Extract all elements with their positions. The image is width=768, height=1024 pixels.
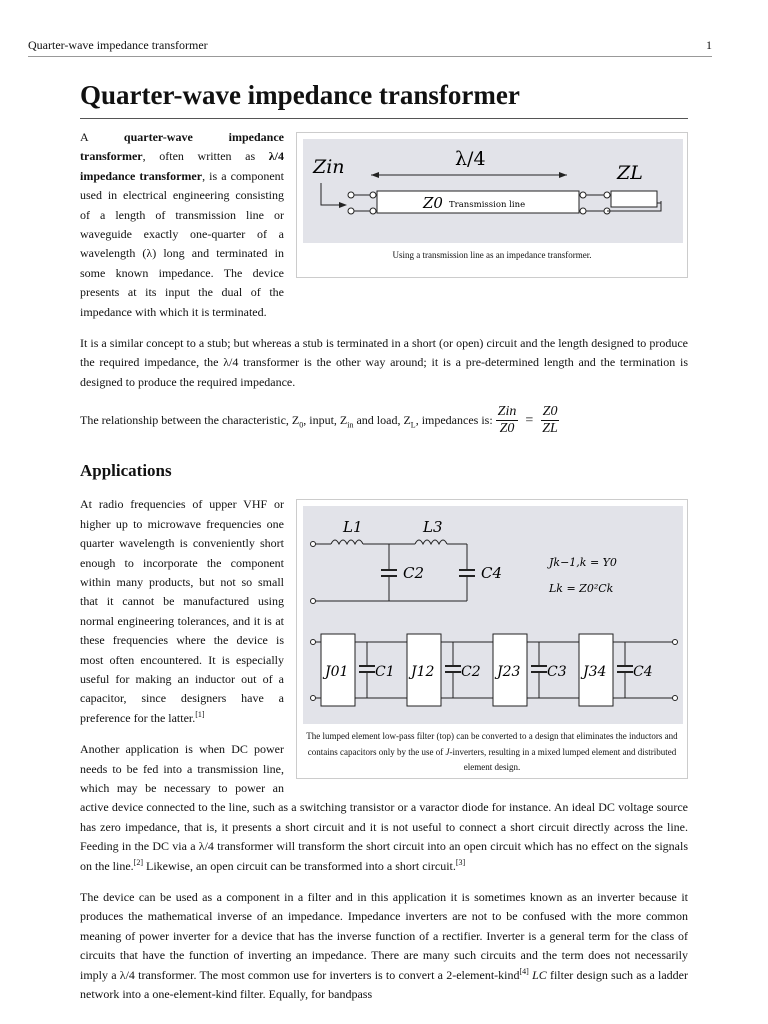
caption2-j: J [445, 746, 450, 757]
figure2-caption [303, 729, 681, 776]
transmission-line-diagram [303, 139, 683, 243]
terminal-in-bottom [348, 208, 354, 214]
inductor-l3 [415, 540, 447, 544]
eq-zin: Zin [497, 404, 517, 420]
eq-zl: ZL [542, 421, 558, 437]
terminal-in-top [348, 192, 354, 198]
running-title: Quarter-wave impedance transformer [28, 38, 208, 52]
j23-label: J23 [497, 664, 521, 681]
caption2-a: The lumped element low-pass filter (top) can be converted to a design that eliminates the inductors and contains capacitors only by the use of [306, 731, 678, 757]
applications-heading: Applications [80, 461, 172, 481]
eq-z0-right: Z0 [542, 404, 558, 420]
lambda-label: λ/4 [455, 148, 486, 170]
terminal-tl-top-left [370, 192, 376, 198]
zl-label: ZL [617, 162, 643, 184]
ref-4[interactable]: [4] [519, 966, 529, 976]
rel-sub-0: 0 [299, 420, 304, 430]
bc3-label: C3 [547, 664, 567, 681]
capacitance-equation: Lk = Z0²Ck [549, 582, 614, 596]
rel-t1: The relationship between the characteristic, Z [80, 413, 300, 428]
rel-sub-in: in [347, 420, 354, 430]
input-arrowhead [339, 202, 347, 208]
app-p3-lc: LC [532, 967, 547, 982]
inverter-equation: Jk−1,k = Y0 [549, 556, 617, 570]
bc4-label: C4 [633, 664, 653, 681]
article-body [80, 128, 688, 1016]
impedance-relationship [80, 404, 688, 437]
app-p2-text-a: Another application is when DC power needs to be fed into a transmission line, which may be necessary to power an active device connected to the line, such as a switching transistor or a varactor diode for instance. An ideal DC voltage source has zero impedance, that is, it presents a short circuit and it is not useful to connect a short circuit directly across the line. Feeding in the DC via a λ/4 transformer will transform the short circuit into an open circuit which has no effect on the signals on the line. [80, 742, 688, 873]
page-number: 1 [706, 38, 712, 52]
top-in-terminal [311, 542, 316, 547]
ref-3[interactable]: [3] [455, 857, 466, 867]
bc2-label: C2 [461, 664, 481, 681]
bottom-in-terminal [311, 599, 316, 604]
figure1-caption: Using a transmission line as an impedance transformer. [392, 250, 592, 260]
load-resistor [611, 191, 657, 207]
zin-label: Zin [313, 156, 345, 178]
app-p3-text-a: The device can be used as a component in a filter and in this application it is sometimes known as an inverter because it produces the mathematical inverse of an impedance. Impedance inverters are not to be confused with the more common meaning of power inverter for a device that has the inverse function of a rectifier. Inverter is a general term for the class of circuits that have the function of inverting an impedance. There are many such circuits and the term does not necessarily imply a λ/4 transformer. The most common use for inverters is to convert a 2-element-kind [80, 890, 688, 982]
eq-z0-left: Z0 [499, 421, 515, 437]
z0-label: Z0 [423, 194, 443, 212]
relationship-text [80, 413, 493, 428]
intro-text-c: , is a component used in electrical engineering consisting of a length of transmission line or waveguide exactly one-quarter of a wavelength (λ) long and terminated in some known impedance. The device presents at its input the dual of the impedance with which it is terminated. [80, 168, 284, 319]
stub-paragraph: It is a similar concept to a stub; but whereas a stub is terminated in a short (or open) circuit and the length designed to produce the required impedance, the λ/4 transformer is the other way around; it is a pre-determined length and the termination is designed to produce the required impedance. [80, 336, 688, 389]
intro-term-lambda4: λ/4 impedance transformer [80, 149, 284, 183]
rel-sub-l: L [410, 420, 416, 430]
ref-1[interactable]: [1] [195, 709, 205, 719]
ladder-terminal-out-top [673, 640, 678, 645]
rel-t3: and load, Z [353, 413, 411, 428]
ladder-terminal-out-bottom [673, 696, 678, 701]
filter-diagram [303, 506, 683, 724]
intro-term-quarter-wave: quarter-wave impedance transformer [80, 130, 284, 164]
terminal-tl-top-right [580, 192, 586, 198]
figure-filter [296, 499, 688, 779]
l3-label: L3 [423, 518, 443, 537]
equation-right-fraction [540, 404, 560, 437]
rel-t2: , input, Z [303, 413, 348, 428]
l1-label: L1 [343, 518, 363, 537]
j34-label: J34 [583, 664, 607, 681]
ladder-terminal-in-bottom [311, 696, 316, 701]
figure2-canvas [303, 506, 683, 724]
terminal-tl-bottom-right [580, 208, 586, 214]
intro-text-a: A [80, 130, 124, 144]
caption2-b: -inverters, resulting in a mixed lumped element and distributed element design. [449, 746, 677, 773]
inductor-l1 [331, 540, 363, 544]
c2-label: C2 [403, 564, 425, 583]
ladder-terminal-in-top [311, 640, 316, 645]
j01-label: J01 [325, 664, 349, 681]
equals-sign: = [525, 412, 534, 428]
figure-canvas [303, 139, 683, 243]
equation-left-fraction [496, 404, 519, 437]
intro-text-b: , often written as [142, 149, 269, 164]
app-p2-text-b: Likewise, an open circuit can be transformed into a short circuit. [142, 858, 456, 873]
arrowhead-left [371, 172, 379, 178]
rel-t4: , impedances is: [415, 413, 493, 428]
applications-paragraph-3 [80, 888, 688, 1004]
app-p1-text: At radio frequencies of upper VHF or higher up to microwave frequencies one quarter wavelength is conveniently short enough to incorporate the component within many products, but not so small that it cannot be manufactured using normal engineering tolerances, and it is at these frequencies where the device is most often encountered. It is especially useful for making an inductor out of a capacitor, since designers have a preference for the latter. [80, 497, 284, 725]
c4-label: C4 [481, 564, 503, 583]
terminal-out-top [604, 192, 610, 198]
app-p3-text-b: filter design such as a ladder network into a one-element-kind filter. Equally, for bandpass [80, 967, 688, 1002]
bc1-label: C1 [375, 664, 395, 681]
load-wire [657, 199, 661, 203]
page-title: Quarter-wave impedance transformer [80, 78, 688, 119]
figure-transmission-line [296, 132, 688, 278]
running-head [28, 38, 712, 57]
arrowhead-right [559, 172, 567, 178]
transmission-line-label: Transmission line [449, 200, 526, 210]
j12-label: J12 [411, 664, 435, 681]
input-arrow [321, 183, 343, 205]
terminal-tl-bottom-left [370, 208, 376, 214]
ref-2[interactable]: [2] [133, 857, 143, 867]
